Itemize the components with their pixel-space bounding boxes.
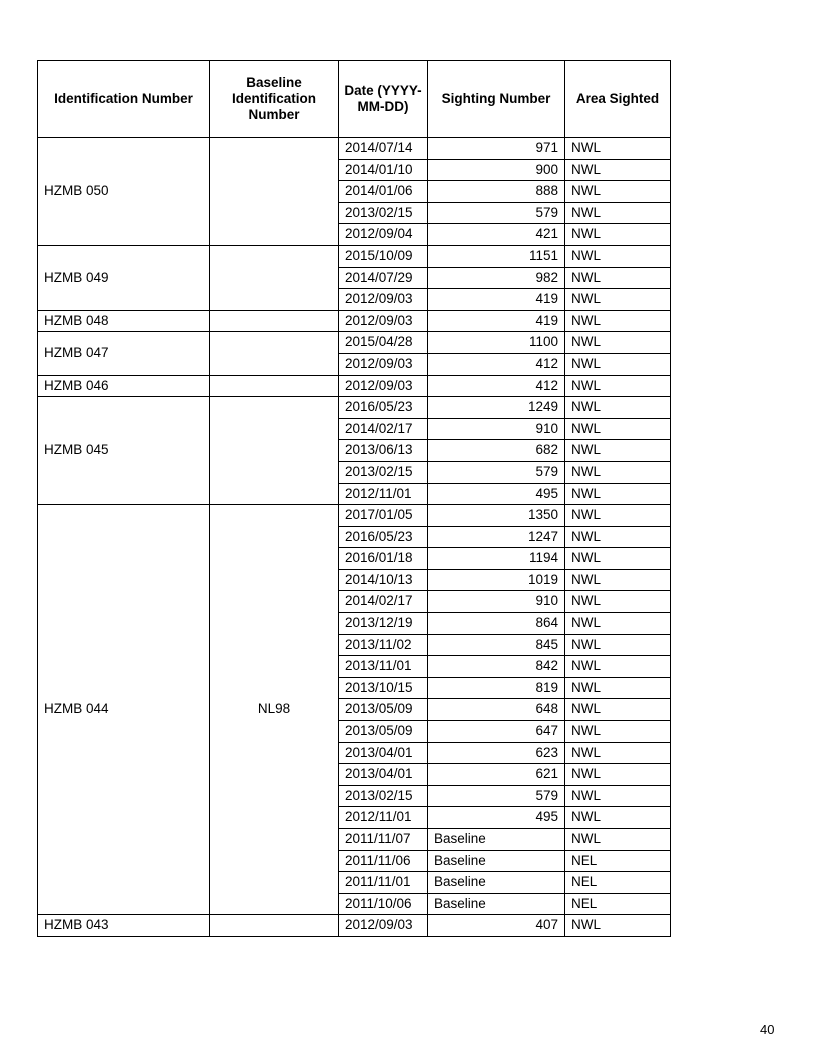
- area-sighted-cell: NWL: [565, 699, 671, 721]
- area-sighted-cell: NWL: [565, 138, 671, 160]
- sighting-number-cell: 1100: [428, 332, 565, 354]
- area-sighted-cell: NWL: [565, 591, 671, 613]
- sighting-number-cell: 910: [428, 591, 565, 613]
- area-sighted-cell: NEL: [565, 893, 671, 915]
- date-cell: 2012/09/03: [339, 289, 428, 311]
- baseline-identification-cell: [210, 138, 339, 246]
- date-cell: 2013/02/15: [339, 785, 428, 807]
- header-identification-number: Identification Number: [38, 61, 210, 138]
- table-header: [38, 61, 671, 138]
- sighting-number-cell: Baseline: [428, 829, 565, 851]
- area-sighted-cell: NWL: [565, 440, 671, 462]
- sighting-number-cell: 579: [428, 785, 565, 807]
- baseline-identification-cell: [210, 375, 339, 397]
- sighting-number-cell: 647: [428, 721, 565, 743]
- identification-number-cell: HZMB 048: [38, 310, 210, 332]
- identification-number-cell: HZMB 049: [38, 245, 210, 310]
- area-sighted-cell: NWL: [565, 569, 671, 591]
- area-sighted-cell: NWL: [565, 634, 671, 656]
- sighting-number-cell: Baseline: [428, 850, 565, 872]
- area-sighted-cell: NWL: [565, 764, 671, 786]
- area-sighted-cell: NWL: [565, 656, 671, 678]
- sighting-number-cell: 1151: [428, 245, 565, 267]
- date-cell: 2011/11/06: [339, 850, 428, 872]
- date-cell: 2014/07/29: [339, 267, 428, 289]
- area-sighted-cell: NWL: [565, 461, 671, 483]
- sighting-number-cell: 495: [428, 483, 565, 505]
- table-row: [38, 505, 671, 527]
- date-cell: 2012/09/03: [339, 310, 428, 332]
- area-sighted-cell: NWL: [565, 418, 671, 440]
- sighting-number-cell: 845: [428, 634, 565, 656]
- date-cell: 2014/02/17: [339, 591, 428, 613]
- sightings-table-container: [37, 60, 670, 937]
- sighting-number-cell: 900: [428, 159, 565, 181]
- baseline-identification-cell: NL98: [210, 505, 339, 915]
- area-sighted-cell: NWL: [565, 915, 671, 937]
- identification-number-cell: HZMB 050: [38, 138, 210, 246]
- date-cell: 2012/09/03: [339, 375, 428, 397]
- date-cell: 2012/09/04: [339, 224, 428, 246]
- date-cell: 2011/11/07: [339, 829, 428, 851]
- baseline-identification-cell: [210, 310, 339, 332]
- area-sighted-cell: NWL: [565, 785, 671, 807]
- sightings-table: [37, 60, 671, 937]
- sighting-number-cell: 888: [428, 181, 565, 203]
- header-date: Date (YYYY-MM-DD): [339, 61, 428, 138]
- area-sighted-cell: NWL: [565, 397, 671, 419]
- table-body: [38, 138, 671, 937]
- date-cell: 2011/11/01: [339, 872, 428, 894]
- sighting-number-cell: 819: [428, 677, 565, 699]
- table-row: [38, 375, 671, 397]
- sighting-number-cell: 971: [428, 138, 565, 160]
- sighting-number-cell: 864: [428, 613, 565, 635]
- area-sighted-cell: NWL: [565, 267, 671, 289]
- area-sighted-cell: NWL: [565, 677, 671, 699]
- area-sighted-cell: NWL: [565, 375, 671, 397]
- date-cell: 2015/04/28: [339, 332, 428, 354]
- sighting-number-cell: 910: [428, 418, 565, 440]
- sighting-number-cell: 579: [428, 202, 565, 224]
- area-sighted-cell: NWL: [565, 807, 671, 829]
- area-sighted-cell: NWL: [565, 613, 671, 635]
- date-cell: 2013/05/09: [339, 699, 428, 721]
- sighting-number-cell: Baseline: [428, 893, 565, 915]
- area-sighted-cell: NWL: [565, 548, 671, 570]
- sighting-number-cell: 1194: [428, 548, 565, 570]
- date-cell: 2016/05/23: [339, 526, 428, 548]
- table-row: [38, 915, 671, 937]
- area-sighted-cell: NWL: [565, 829, 671, 851]
- baseline-identification-cell: [210, 245, 339, 310]
- table-row: [38, 397, 671, 419]
- area-sighted-cell: NWL: [565, 224, 671, 246]
- area-sighted-cell: NWL: [565, 310, 671, 332]
- table-row: [38, 138, 671, 160]
- date-cell: 2013/05/09: [339, 721, 428, 743]
- area-sighted-cell: NEL: [565, 872, 671, 894]
- area-sighted-cell: NWL: [565, 245, 671, 267]
- date-cell: 2014/10/13: [339, 569, 428, 591]
- sighting-number-cell: 579: [428, 461, 565, 483]
- identification-number-cell: HZMB 045: [38, 397, 210, 505]
- identification-number-cell: HZMB 043: [38, 915, 210, 937]
- date-cell: 2014/01/10: [339, 159, 428, 181]
- date-cell: 2014/01/06: [339, 181, 428, 203]
- header-area-sighted: Area Sighted: [565, 61, 671, 138]
- sighting-number-cell: 421: [428, 224, 565, 246]
- sighting-number-cell: 982: [428, 267, 565, 289]
- area-sighted-cell: NWL: [565, 181, 671, 203]
- area-sighted-cell: NWL: [565, 483, 671, 505]
- date-cell: 2013/10/15: [339, 677, 428, 699]
- page-number: 40: [760, 1022, 775, 1037]
- area-sighted-cell: NEL: [565, 850, 671, 872]
- date-cell: 2013/06/13: [339, 440, 428, 462]
- sighting-number-cell: 1350: [428, 505, 565, 527]
- area-sighted-cell: NWL: [565, 721, 671, 743]
- area-sighted-cell: NWL: [565, 332, 671, 354]
- baseline-identification-cell: [210, 397, 339, 505]
- sighting-number-cell: 412: [428, 353, 565, 375]
- sighting-number-cell: 419: [428, 289, 565, 311]
- baseline-identification-cell: [210, 332, 339, 375]
- date-cell: 2012/09/03: [339, 353, 428, 375]
- sighting-number-cell: 407: [428, 915, 565, 937]
- identification-number-cell: HZMB 047: [38, 332, 210, 375]
- table-row: [38, 245, 671, 267]
- sighting-number-cell: 412: [428, 375, 565, 397]
- date-cell: 2012/09/03: [339, 915, 428, 937]
- sighting-number-cell: Baseline: [428, 872, 565, 894]
- area-sighted-cell: NWL: [565, 289, 671, 311]
- sighting-number-cell: 1019: [428, 569, 565, 591]
- baseline-identification-cell: [210, 915, 339, 937]
- identification-number-cell: HZMB 044: [38, 505, 210, 915]
- header-baseline-identification-number: Baseline Identification Number: [210, 61, 339, 138]
- area-sighted-cell: NWL: [565, 202, 671, 224]
- date-cell: 2016/05/23: [339, 397, 428, 419]
- sighting-number-cell: 682: [428, 440, 565, 462]
- date-cell: 2017/01/05: [339, 505, 428, 527]
- sighting-number-cell: 621: [428, 764, 565, 786]
- date-cell: 2013/12/19: [339, 613, 428, 635]
- date-cell: 2013/11/02: [339, 634, 428, 656]
- sighting-number-cell: 842: [428, 656, 565, 678]
- date-cell: 2013/04/01: [339, 742, 428, 764]
- date-cell: 2013/02/15: [339, 461, 428, 483]
- area-sighted-cell: NWL: [565, 159, 671, 181]
- table-row: [38, 332, 671, 354]
- area-sighted-cell: NWL: [565, 526, 671, 548]
- date-cell: 2013/11/01: [339, 656, 428, 678]
- area-sighted-cell: NWL: [565, 742, 671, 764]
- date-cell: 2016/01/18: [339, 548, 428, 570]
- sighting-number-cell: 419: [428, 310, 565, 332]
- table-row: [38, 310, 671, 332]
- date-cell: 2014/02/17: [339, 418, 428, 440]
- sighting-number-cell: 1247: [428, 526, 565, 548]
- sighting-number-cell: 495: [428, 807, 565, 829]
- area-sighted-cell: NWL: [565, 505, 671, 527]
- date-cell: 2011/10/06: [339, 893, 428, 915]
- date-cell: 2012/11/01: [339, 483, 428, 505]
- header-row: [38, 61, 671, 138]
- date-cell: 2015/10/09: [339, 245, 428, 267]
- area-sighted-cell: NWL: [565, 353, 671, 375]
- date-cell: 2013/04/01: [339, 764, 428, 786]
- date-cell: 2012/11/01: [339, 807, 428, 829]
- sighting-number-cell: 623: [428, 742, 565, 764]
- date-cell: 2014/07/14: [339, 138, 428, 160]
- header-sighting-number: Sighting Number: [428, 61, 565, 138]
- sighting-number-cell: 648: [428, 699, 565, 721]
- date-cell: 2013/02/15: [339, 202, 428, 224]
- identification-number-cell: HZMB 046: [38, 375, 210, 397]
- sighting-number-cell: 1249: [428, 397, 565, 419]
